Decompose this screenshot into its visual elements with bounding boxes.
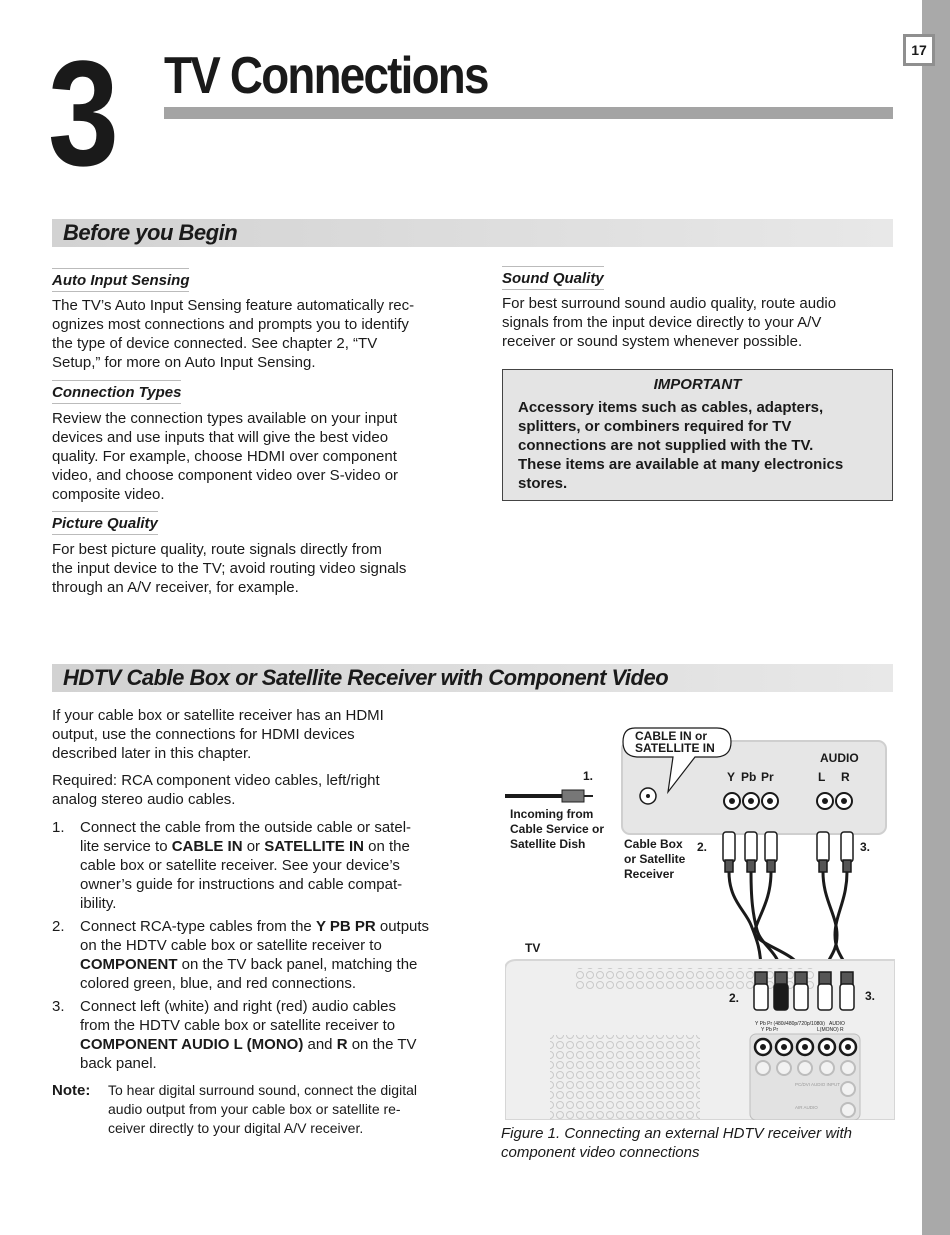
step-2-label-top: 2. [697, 840, 708, 854]
figure-caption: Figure 1. Connecting an external HDTV receiver with component video connections [501, 1125, 852, 1161]
step-3-label-bottom: 3. [865, 989, 876, 1003]
box-label-1: Cable Box [624, 837, 683, 851]
section-before-you-begin [52, 219, 893, 247]
important-notice-box [502, 369, 893, 501]
step-3-label-top: 3. [860, 840, 871, 854]
note-label: Note: [52, 1082, 91, 1099]
top-rca-plugs [723, 832, 853, 872]
incoming-label-3: Satellite Dish [510, 837, 586, 851]
hdtv-required-text: Required: RCA component video cables, left/right analog stereo audio cables. [52, 772, 380, 808]
subheading-auto-input-sensing: Auto Input Sensing [52, 268, 189, 292]
list-item: 3. Connect left (white) and right (red) audio cables from the HDTV cable box or satellite receiver to COMPONENT AUDIO L (MONO) and R on the TV back panel. [52, 998, 417, 1072]
list-item: 1. Connect the cable from the outside cable or satel- lite service to CABLE IN or SATELLITE IN on the cable box or satellite receiver. See your device’s owner’s guide for instructions and cable compat- ibility. [52, 819, 412, 912]
subheading-picture-quality: Picture Quality [52, 511, 158, 535]
chapter-number: 3 [48, 29, 114, 197]
bubble-label-1: CABLE IN or [635, 729, 707, 743]
title-rule [164, 107, 893, 119]
l-label: L [818, 770, 826, 784]
pr-label: Pr [761, 770, 774, 784]
box-label-2: or Satellite [624, 852, 686, 866]
connection-diagram [505, 720, 895, 1120]
subheading-sound-quality: Sound Quality [502, 266, 604, 290]
audio-label: AUDIO [820, 751, 859, 765]
auto-input-text: The TV’s Auto Input Sensing feature automatically rec- ognizes most connections and prompts you to identify the type of device connected. See chapter 2, “TV Setup,” for more on Auto Input Sensing. [52, 297, 415, 371]
important-title: IMPORTANT [653, 376, 742, 393]
panel-component-sublabel: Y Pb Pr [761, 1027, 779, 1033]
panel-audio-sublabel: L(MONO) R [817, 1027, 844, 1033]
component-cables [729, 872, 847, 972]
page-number: 17 [903, 34, 935, 66]
subheading-connection-types: Connection Types [52, 380, 181, 404]
connection-steps-list [52, 818, 452, 1077]
hdtv-intro-text: If your cable box or satellite receiver has an HDMI output, use the connections for HDMI devices described later in this chapter. [52, 707, 384, 762]
tv-label: TV [525, 941, 541, 955]
incoming-label-2: Cable Service or [510, 822, 605, 836]
pb-label: Pb [741, 770, 757, 784]
step-2-label-bottom: 2. [729, 991, 740, 1005]
important-text: Accessory items such as cables, adapters, splitters, or combiners required for TV connections are not supplied with the TV. These items are available at many electronics stores. [518, 399, 844, 492]
page-side-bar [922, 0, 950, 1235]
panel-audio-label: AUDIO [829, 1021, 845, 1027]
section-hdtv-component [52, 664, 893, 692]
note-text: To hear digital surround sound, connect the digital audio output from your cable box or satellite re- ceiver directly to your digital A/V receiver. [108, 1082, 417, 1136]
y-label: Y [727, 770, 736, 784]
panel-pcdvi-label: PC/DVI AUDIO INPUT [795, 1082, 841, 1087]
section-heading: HDTV Cable Box or Satellite Receiver with Component Video [63, 665, 669, 690]
box-label-3: Receiver [624, 867, 675, 881]
picture-quality-text: For best picture quality, route signals directly from the input device to the TV; avoid routing video signals through an A/V receiver, for example. [52, 541, 407, 596]
coax-connector [562, 790, 584, 802]
list-item: 2. Connect RCA-type cables from the Y PB PR outputs on the HDTV cable box or satellite receiver to COMPONENT on the TV back panel, matching the colored green, blue, and red connections. [52, 918, 430, 992]
panel-air-label: AIR AUDIO [795, 1105, 818, 1110]
incoming-label-1: Incoming from [510, 807, 594, 821]
r-label: R [841, 770, 850, 784]
chapter-title: TV Connections [164, 47, 488, 105]
panel-component-label: Y Pb Pr (480i/480p/720p/1080i) [755, 1021, 825, 1027]
bubble-label-2: SATELLITE IN [635, 741, 715, 755]
step-1-label: 1. [583, 769, 594, 783]
connection-types-text: Review the connection types available on your input devices and use inputs that will give the best video quality. For example, choose HDMI over component video, and choose component video over S-video or composite video. [52, 410, 399, 503]
section-heading: Before you Begin [63, 220, 238, 245]
sound-quality-text: For best surround sound audio quality, route audio signals from the input device directly to your A/V receiver or sound system whenever possible. [502, 295, 837, 350]
